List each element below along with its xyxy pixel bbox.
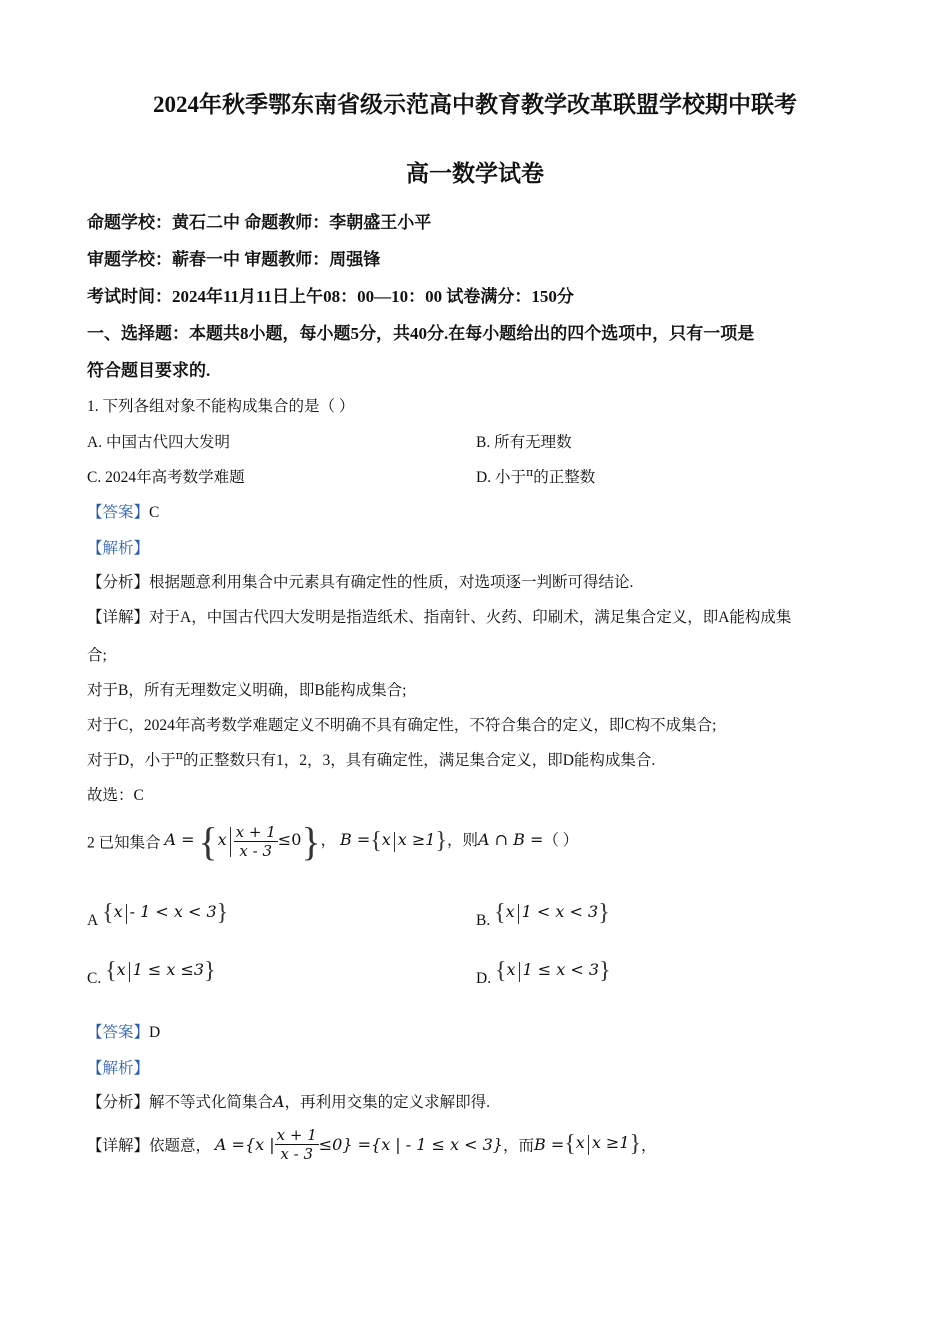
left-brace: {: [370, 828, 382, 854]
option-label: B.: [476, 912, 491, 930]
detail-end: ，: [641, 1137, 657, 1155]
q1-conclusion: 故选：C: [87, 787, 144, 804]
right-brace: }: [598, 900, 610, 926]
set-bar: [230, 827, 231, 857]
le-zero: ≤0: [277, 830, 302, 850]
left-brace: {: [564, 1131, 576, 1157]
q1-detail-1: [87, 605, 791, 627]
detail-set-b: B =: [534, 1135, 565, 1154]
detail-tag: 【详解】: [87, 609, 150, 626]
option-set: 1 ≤ x < 3: [522, 960, 600, 980]
q2-answer: [87, 1020, 160, 1042]
detail-pre: 依题意，: [149, 1137, 212, 1155]
fraction-numerator: x + 1: [276, 1126, 317, 1144]
q2-option-c: [87, 958, 216, 988]
detail-set-a: A ={x |: [214, 1135, 275, 1154]
set-b-condition: x ≥1: [397, 830, 436, 850]
q2-option-d: [476, 958, 611, 988]
left-brace: {: [102, 900, 114, 926]
right-brace: }: [301, 819, 321, 864]
q2-jiexi-tag: 【解析】: [87, 1060, 150, 1077]
q1-analysis: [87, 570, 633, 592]
q1-option-c: C. 2024年高考数学难题: [87, 469, 245, 486]
fraction-denominator: x - 3: [280, 1145, 313, 1163]
right-brace: }: [435, 828, 448, 854]
var-x: x: [217, 830, 227, 850]
set-bar: [129, 962, 130, 982]
reviewer-info: 审题学校：蕲春一中 审题教师：周强锋: [87, 250, 381, 269]
analysis-set-a: A: [273, 1092, 285, 1111]
q2-stem-then: ，则: [447, 832, 479, 850]
q2-option-a: [87, 900, 228, 930]
set-bar: [394, 832, 395, 852]
setter-info: 命题学校：黄石二中 命题教师：李朝盛王小平: [87, 213, 432, 232]
var-x: x: [505, 902, 515, 922]
q2-stem-end: （ ）: [543, 832, 579, 850]
set-b-def: B =: [339, 830, 371, 850]
right-brace: }: [629, 1131, 642, 1157]
set-bar: [126, 904, 127, 924]
set-a-def: A =: [164, 830, 195, 850]
option-label: C.: [87, 970, 102, 988]
answer-tag: 【答案】: [87, 1024, 150, 1041]
var-x: x: [575, 1133, 585, 1153]
q1-detail-3: 对于C，2024年高考数学难题定义不明确不具有确定性，不符合集合的定义，即C构不成集合;: [87, 717, 717, 734]
q1-answer: [87, 500, 159, 522]
detail-and: ，而: [502, 1137, 534, 1155]
q1-detail-4-pre: 对于D，小于: [87, 752, 176, 769]
set-bar: [519, 962, 520, 982]
left-brace: {: [494, 958, 507, 984]
analysis-post: ，再利用交集的定义求解即得.: [284, 1094, 490, 1111]
analysis-tag: 【分析】: [87, 1094, 150, 1111]
detail-tag: 【详解】: [87, 1137, 150, 1155]
analysis-text: 根据题意利用集合中元素具有确定性的性质，对选项逐一判断可得结论.: [149, 574, 634, 591]
left-brace: {: [198, 819, 218, 864]
q1-detail-4: [87, 748, 655, 770]
set-bar: [518, 904, 519, 924]
option-label: A: [87, 912, 99, 930]
q1-detail-2: 对于B，所有无理数定义明确，即B能构成集合;: [87, 682, 407, 699]
var-x: x: [113, 902, 123, 922]
analysis-tag: 【分析】: [87, 574, 150, 591]
q1-option-d: [476, 465, 595, 487]
pi-symbol: π: [175, 749, 183, 762]
left-brace: {: [105, 958, 117, 984]
q2-option-b: [476, 900, 610, 930]
fraction-denominator: x - 3: [239, 842, 273, 860]
option-set: 1 < x < 3: [521, 902, 599, 922]
right-brace: }: [599, 958, 611, 984]
fraction: [275, 1126, 319, 1163]
answer-tag: 【答案】: [87, 504, 150, 521]
q1-detail-1b: 合;: [87, 647, 107, 664]
exam-time-info: 考试时间：2024年11月11日上午08：00—10：00 试卷满分：150分: [87, 287, 574, 306]
option-set: - 1 < x < 3: [129, 902, 217, 922]
fraction-numerator: x + 1: [235, 823, 276, 841]
q2-stem-pre: 2 已知集合: [87, 834, 161, 852]
pi-symbol: π: [525, 466, 534, 479]
right-brace: }: [204, 958, 216, 984]
detail-text: 对于A，中国古代四大发明是指造纸术、指南针、火药、印刷术，满足集合定义，即A能构成集: [149, 609, 792, 626]
set-b-condition: x ≥1: [591, 1133, 630, 1153]
var-x: x: [506, 960, 516, 980]
section-heading-line1: 一、选择题：本题共8小题，每小题5分，共40分.在每小题给出的四个选项中，只有一项是: [87, 324, 755, 343]
q2-stem: [87, 818, 578, 865]
q2-detail: [87, 1126, 657, 1163]
q2-stem-mid: ，: [320, 832, 337, 850]
answer-value: C: [149, 504, 160, 521]
intersection: A ∩ B =: [478, 830, 544, 850]
q2-analysis: [87, 1090, 490, 1112]
q1-stem: 1. 下列各组对象不能构成集合的是（ ）: [87, 398, 355, 415]
q1-option-a: A. 中国古代四大发明: [87, 434, 230, 451]
right-brace: }: [216, 900, 229, 926]
analysis-pre: 解不等式化简集合: [149, 1094, 274, 1111]
fraction: [234, 823, 278, 860]
q1-option-b: B. 所有无理数: [476, 434, 572, 451]
q1-option-d-pre: D. 小于: [476, 469, 526, 486]
set-bar: [588, 1135, 589, 1155]
detail-equation: ≤0} ={x | - 1 ≤ x < 3}: [318, 1135, 503, 1154]
var-x: x: [381, 830, 391, 850]
left-brace: {: [494, 900, 506, 926]
exam-title: 2024年秋季鄂东南省级示范高中教育教学改革联盟学校期中联考: [153, 92, 797, 117]
answer-value: D: [149, 1024, 161, 1041]
section-heading-line2: 符合题目要求的.: [87, 361, 211, 380]
q1-detail-4-post: 的正整数只有1，2，3，具有确定性，满足集合定义，即D能构成集合.: [182, 752, 656, 769]
option-label: D.: [476, 970, 492, 988]
exam-subtitle: 高一数学试卷: [406, 161, 544, 186]
q1-option-d-post: 的正整数: [533, 469, 596, 486]
var-x: x: [116, 960, 126, 980]
q1-jiexi-tag: 【解析】: [87, 540, 150, 557]
option-set: 1 ≤ x ≤3: [132, 960, 205, 980]
